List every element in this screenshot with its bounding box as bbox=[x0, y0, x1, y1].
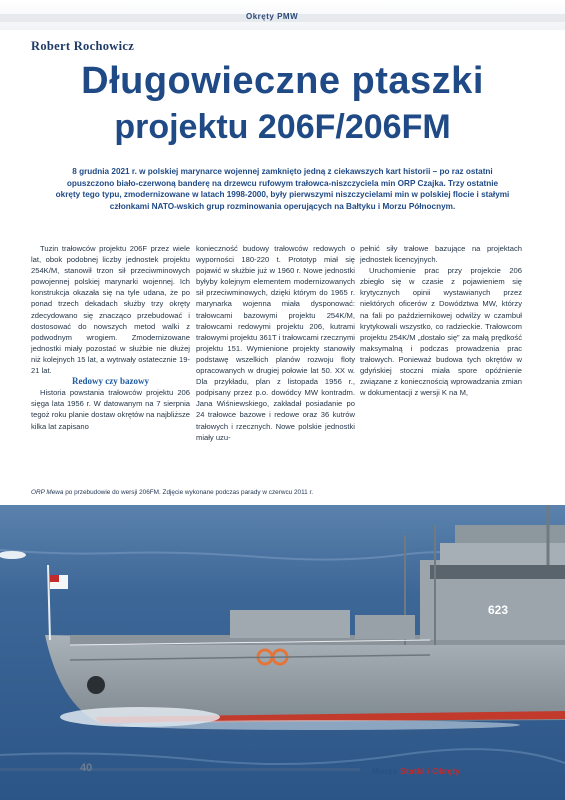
paragraph: Historia powstania trałowców projektu 206 sięga lata 1956 r. W datowanym na 7 sierpnia tegoż roku planie dostaw okrętów na najbliższe kilka lat zapisano bbox=[31, 388, 190, 431]
hull-number: 623 bbox=[488, 603, 509, 617]
text-column-1 bbox=[31, 243, 190, 432]
ship-photo bbox=[0, 505, 565, 800]
text-column-3 bbox=[360, 243, 522, 398]
magazine-name bbox=[372, 766, 460, 776]
lead-paragraph: 8 grudnia 2021 r. w polskiej marynarce wojennej zamknięto jedną z ciekawszych kart historii – po raz ostatni opuszczono biało-czerwoną banderę na drzewcu rufowym trałowca-niszczyciela min ORP Czajka. Trzy ostatnie okręty tego typu, zmodernizowane w latach 1998-2000, były pierwszymi niszczycielami min w polskiej flocie i stałymi członkami NATO-wskich grup rozminowania operujących na Bałtyku i Morzu Północnym. bbox=[55, 167, 510, 211]
caption-text: po przebudowie do wersji 206FM. Zdjęcie wykonane podczas parady w czerwcu 2011 r. bbox=[65, 489, 314, 496]
photo-caption bbox=[31, 489, 531, 496]
paragraph: Tuzin trałowców projektu 206F przez wiele lat, obok podobnej liczby jednostek projektu 254K/M, stanowił trzon sił przeciwminowych powojennej polskiej marynarki wojennej. Ich konstrukcja okazała się na tyle udana, że po ponad trzech dekadach służby trzy okręty zdecydowano się znacząco przebudować i dostosować do nowszych metod walki z podwodnym wrogiem. Zmodernizowane jednostki miały pozostać w służbie nie dłużej niż kolejnych 15 lat, a wytrwały ostatecznie 19-21 lat. bbox=[31, 244, 190, 376]
paragraph: konieczność budowy trałowców redowych o wyporności 180-220 t. Prototyp miał się pojawić w służbie już w 1960 r. Nowe jednostki byłyby kolejnym elementem modernizowanych sił przeciwminowych, dzięki którym do 1965 r. marynarka wojenna miała dysponować: trałowcami bazowymi projektu 254K/M, trałowcami redowymi projektu 206, kutrami trałowymi projektu 361T i trałowcami rzecznymi projektu 151. Wymienione projekty stanowiły podstawę wszelkich planów rozwoju floty opracowanych w drugiej połowie lat 50. XX w. Dla przykładu, plan z listopada 1956 r., podpisany przez p.o. dowódcy MW kontradm. Jana Wiśniewskiego, zakładał posiadanie po 24 trałowce bazowe i redowe oraz 36 kutrów trałowych i rzecznych. Nowe polskie jednostki miały uzu- bbox=[196, 244, 355, 442]
text-column-2 bbox=[196, 243, 355, 443]
footer-rule bbox=[0, 768, 360, 771]
magazine-name-part2: Statki i Okręty bbox=[400, 766, 461, 776]
magazine-name-part1: Morze bbox=[372, 766, 398, 776]
article-title-line2: projektu 206F/206FM bbox=[114, 108, 451, 146]
author-name: Robert Rochowicz bbox=[31, 39, 135, 53]
paragraph: pełnić siły trałowe bazujące na projektach jednostek licencyjnych. bbox=[360, 244, 522, 265]
article-title-line1: Długowieczne ptaszki bbox=[81, 60, 484, 102]
section-label: Okręty PMW bbox=[246, 12, 299, 21]
paragraph: Uruchomienie prac przy projekcie 206 zbiegło się w czasie z pojawieniem się krytycznych opinii wystawianych przez niektórych oficerów z Dowództwa MW, którzy na fali po październikowej odwilży w czambuł krytykowali wszystko, co radzieckie. Trałowcom projektu 254K/M „dostało się” za małą prędkość maksymalną i podczas prowadzenia prac trałowych. Ponieważ budowa tych okrętów w gdyńskiej stoczni miała spore opóźnienie związane z koniecznością wprowadzania zmian w dokumentacji z wersji K na M, bbox=[360, 266, 522, 398]
caption-ship-name: ORP Mewa bbox=[31, 489, 64, 496]
page-number: 40 bbox=[80, 762, 93, 774]
subheading: Redowy czy bazowy bbox=[72, 376, 149, 387]
diver bbox=[87, 676, 105, 694]
